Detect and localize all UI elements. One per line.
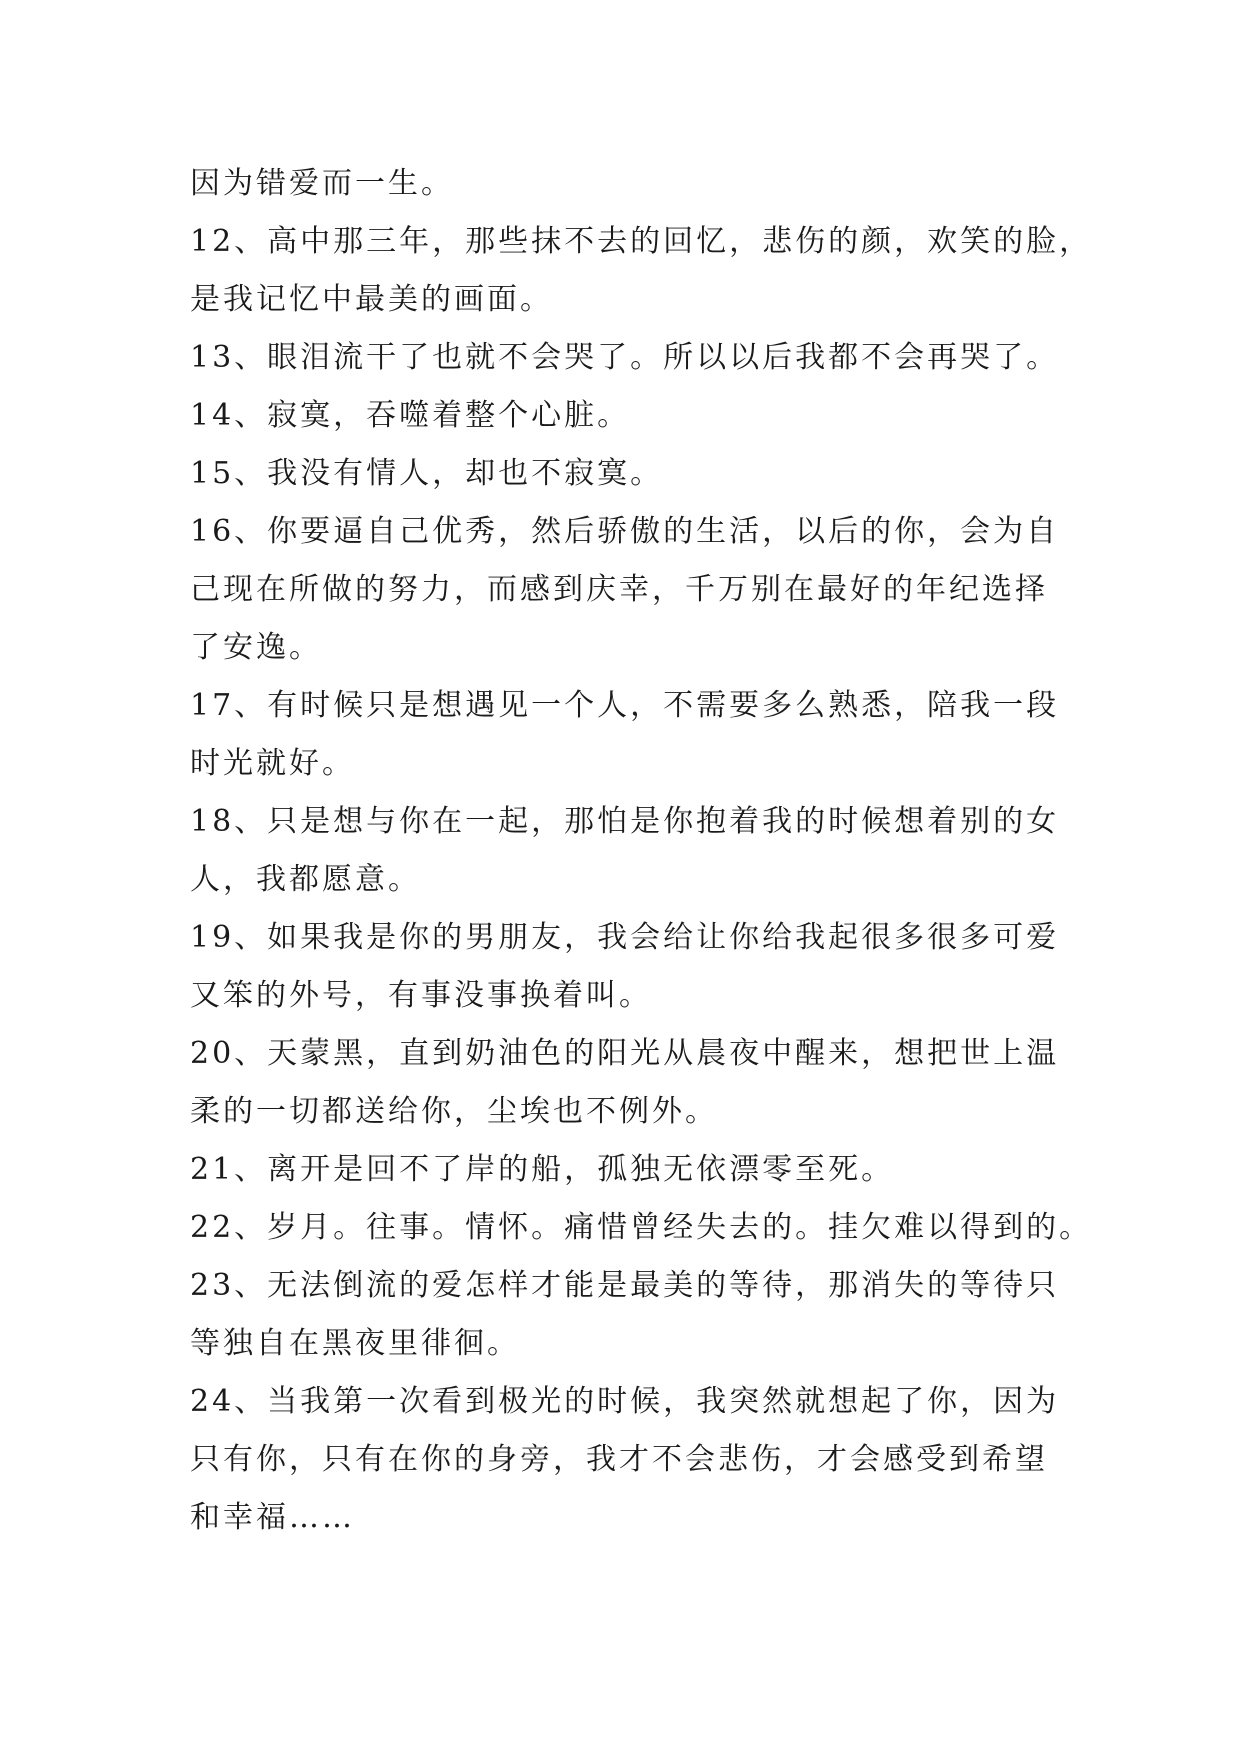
text-line: 时光就好。 (190, 746, 355, 781)
text-line: 是我记忆中最美的画面。 (190, 282, 553, 317)
text-line: 19、如果我是你的男朋友，我会给让你给我起很多很多可爱 (190, 920, 1060, 955)
text-line: 18、只是想与你在一起，那怕是你抱着我的时候想着别的女 (190, 804, 1060, 839)
text-line: 16、你要逼自己优秀，然后骄傲的生活，以后的你，会为自 (190, 514, 1060, 549)
text-line: 只有你，只有在你的身旁，我才不会悲伤，才会感受到希望 (190, 1442, 1048, 1477)
text-line: 人，我都愿意。 (190, 862, 421, 897)
text-line: 又笨的外号，有事没事换着叫。 (190, 978, 652, 1013)
text-line: 己现在所做的努力，而感到庆幸，千万别在最好的年纪选择 (190, 572, 1048, 607)
text-line: 13、眼泪流干了也就不会哭了。所以以后我都不会再哭了。 (190, 340, 1060, 375)
text-line: 等独自在黑夜里徘徊。 (190, 1326, 520, 1361)
text-line: 15、我没有情人，却也不寂寞。 (190, 456, 664, 491)
text-line: 柔的一切都送给你，尘埃也不例外。 (190, 1094, 718, 1129)
text-line: 24、当我第一次看到极光的时候，我突然就想起了你，因为 (190, 1384, 1060, 1419)
text-line: 17、有时候只是想遇见一个人，不需要多么熟悉，陪我一段 (190, 688, 1060, 723)
text-line: 了安逸。 (190, 630, 322, 665)
text-line: 12、高中那三年，那些抹不去的回忆，悲伤的颜，欢笑的脸， (190, 224, 1093, 259)
text-line: 14、寂寞，吞噬着整个心脏。 (190, 398, 631, 433)
text-line: 20、天蒙黑，直到奶油色的阳光从晨夜中醒来，想把世上温 (190, 1036, 1060, 1071)
text-body (190, 155, 1093, 1547)
text-line: 21、离开是回不了岸的船，孤独无依漂零至死。 (190, 1152, 895, 1187)
text-line: 22、岁月。往事。情怀。痛惜曾经失去的。挂欠难以得到的。 (190, 1210, 1093, 1245)
text-line: 23、无法倒流的爱怎样才能是最美的等待，那消失的等待只 (190, 1268, 1060, 1303)
text-line: 和幸福…… (190, 1500, 355, 1535)
text-line: 因为错爱而一生。 (190, 166, 454, 201)
